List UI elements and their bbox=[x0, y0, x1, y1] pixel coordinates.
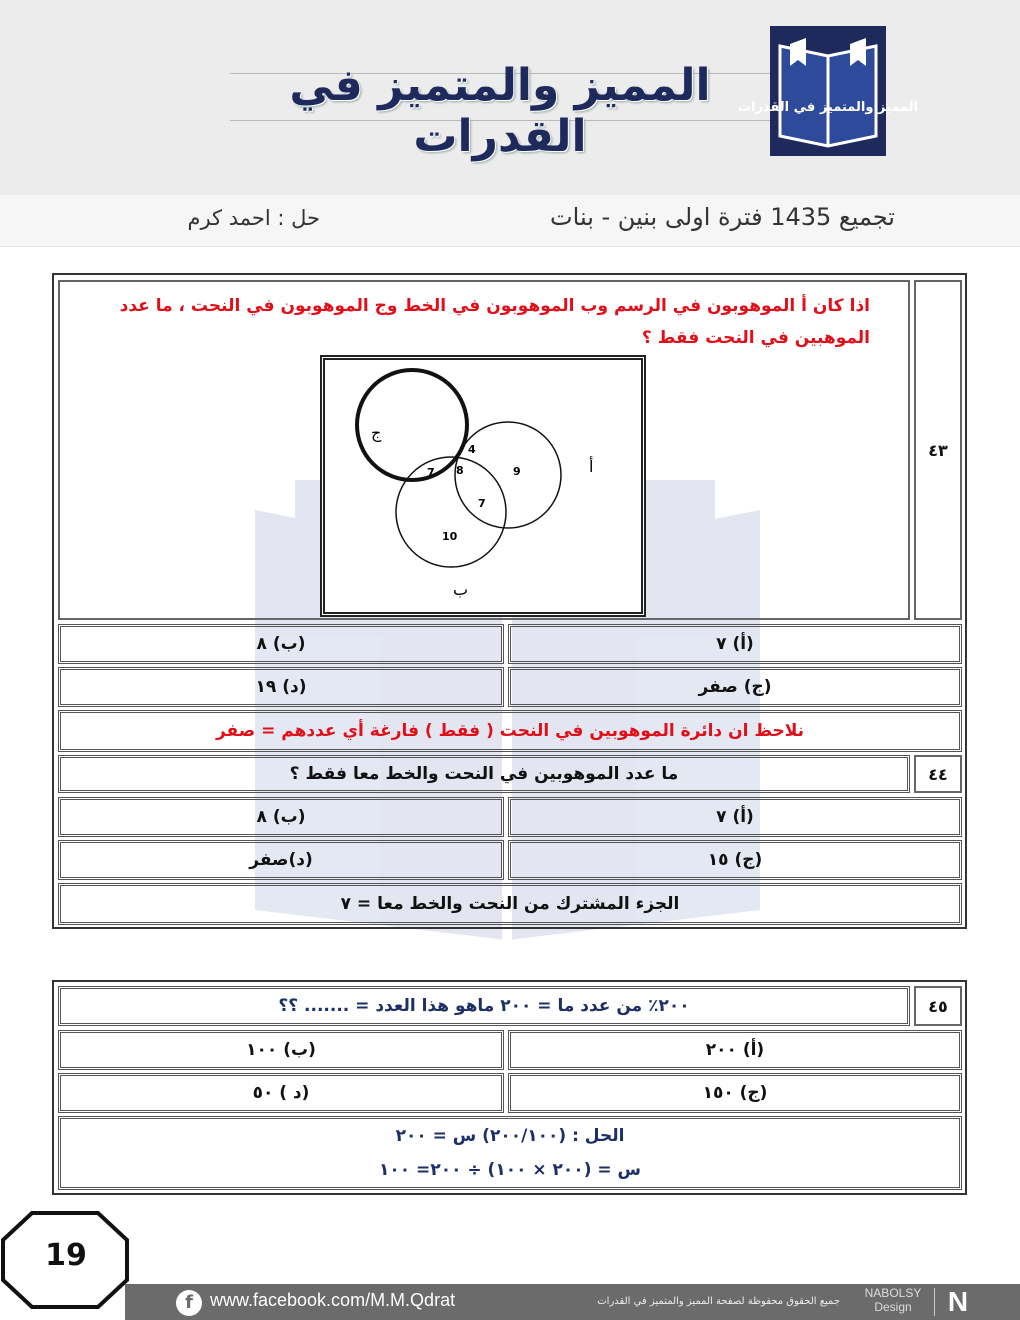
venn-value-a-only: 9 bbox=[513, 465, 521, 478]
venn-circle-a bbox=[455, 422, 561, 528]
copyright-notice: جميع الحقوق محفوظة لصفحة المميز والمتميز في القدرات bbox=[597, 1296, 840, 1307]
q45-solution bbox=[58, 1116, 962, 1190]
q45-question-text: ٢٠٠٪ من عدد ما = ٢٠٠ ماهو هذا العدد = ....... ؟؟ bbox=[58, 986, 910, 1026]
q45-solution-line-1: الحل : (٢٠٠/١٠٠) س = ٢٠٠ bbox=[395, 1126, 625, 1146]
collection-title: تجميع 1435 فترة اولى بنين - بنات bbox=[550, 203, 895, 231]
logo-caption: المميز والمتميز في القدرات bbox=[737, 100, 919, 115]
venn-label-a: أ bbox=[589, 457, 594, 476]
venn-value-c-b: 7 bbox=[427, 466, 435, 479]
designer-credit bbox=[858, 1286, 928, 1314]
designer-name: NABOLSY bbox=[864, 1286, 922, 1300]
venn-diagram bbox=[325, 360, 641, 612]
q43-option-a[interactable]: (أ) ٧ bbox=[508, 624, 962, 664]
page-number: 19 bbox=[45, 1238, 87, 1273]
venn-label-c: ج bbox=[371, 423, 382, 442]
facebook-link[interactable]: www.facebook.com/M.M.Qdrat bbox=[210, 1290, 456, 1310]
q43-option-c[interactable]: (ج) صفر bbox=[508, 667, 962, 707]
q44-answer-note: الجزء المشترك من النحت والخط معا = ٧ bbox=[58, 883, 962, 925]
q43-number: ٤٣ bbox=[914, 280, 962, 620]
q44-option-c[interactable]: (ج) ١٥ bbox=[508, 840, 962, 880]
q44-number: ٤٤ bbox=[914, 755, 962, 793]
q44-option-a[interactable]: (أ) ٧ bbox=[508, 797, 962, 837]
q45-option-a[interactable]: (أ) ٢٠٠ bbox=[508, 1030, 962, 1070]
solver-credit: حل : احمد كرم bbox=[187, 206, 320, 230]
q45-option-b[interactable]: (ب) ١٠٠ bbox=[58, 1030, 504, 1070]
q43-question-text: اذا كان أ الموهوبون في الرسم وب الموهوبون في الخط وج الموهوبون في النحت ، ما عدد الموهبين في النحت فقط ؟ bbox=[119, 296, 870, 348]
q45-solution-line-2: س = (٢٠٠ × ١٠٠) ÷ ٢٠٠= ١٠٠ bbox=[379, 1160, 641, 1180]
q45-number: ٤٥ bbox=[914, 986, 962, 1026]
venn-value-center: 8 bbox=[456, 464, 464, 477]
venn-label-b: ب bbox=[453, 580, 469, 599]
q43-option-d[interactable]: (د) ١٩ bbox=[58, 667, 504, 707]
q45-option-c[interactable]: (ج) ١٥٠ bbox=[508, 1073, 962, 1113]
book-logo-icon bbox=[737, 26, 919, 156]
q44-option-b[interactable]: (ب) ٨ bbox=[58, 797, 504, 837]
designer-logo-icon: N bbox=[947, 1286, 969, 1317]
venn-value-a-b: 7 bbox=[478, 497, 486, 510]
designer-subtitle: Design bbox=[874, 1300, 912, 1314]
footer-divider bbox=[934, 1288, 935, 1316]
q44-option-d[interactable]: (د)صفر bbox=[58, 840, 504, 880]
q43-option-b[interactable]: (ب) ٨ bbox=[58, 624, 504, 664]
q44-question-text: ما عدد الموهوبين في النحت والخط معا فقط ؟ bbox=[58, 755, 910, 793]
facebook-icon: f bbox=[176, 1290, 202, 1316]
q45-option-d[interactable]: (د ) ٥٠ bbox=[58, 1073, 504, 1113]
brand-title: المميز والمتميز في القدرات bbox=[289, 60, 711, 162]
q43-answer-note: نلاحظ ان دائرة الموهوبين في النحت ( فقط ) فارغة أي عددهم = صفر bbox=[58, 710, 962, 752]
venn-value-c-a: 4 bbox=[468, 443, 476, 456]
venn-circle-b bbox=[396, 457, 506, 567]
venn-diagram-frame bbox=[320, 355, 646, 617]
venn-value-b-only: 10 bbox=[442, 530, 458, 543]
